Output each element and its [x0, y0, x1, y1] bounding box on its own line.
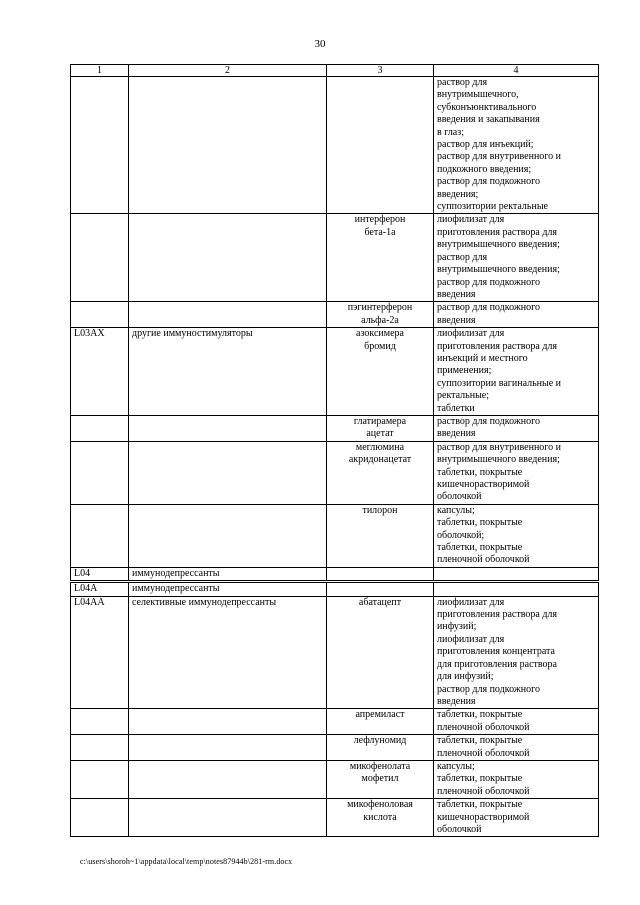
- atc-code-cell: [71, 441, 129, 504]
- table-row: [71, 582, 599, 596]
- drug-name-line: кислота: [363, 811, 397, 823]
- dosage-form-line: пленочной оболочкой: [437, 747, 530, 759]
- dosage-form-line: лиофилизат для: [437, 214, 505, 226]
- group-name-cell: [129, 77, 327, 214]
- dosage-form-cell: [434, 214, 599, 302]
- drug-name-line: азоксимера: [356, 328, 404, 340]
- dosage-form-line: введения: [437, 428, 476, 440]
- table-row: [71, 596, 599, 709]
- drug-name-cell: [327, 77, 434, 214]
- dosage-form-cell: [434, 415, 599, 441]
- drug-name-cell: [327, 567, 434, 581]
- dosage-form-line: введения: [437, 314, 476, 326]
- dosage-form-line: лиофилизат для: [437, 633, 505, 645]
- group-name-cell: [129, 504, 327, 567]
- dosage-form-line: подкожного введения;: [437, 163, 532, 175]
- dosage-form-line: введения и закапывания: [437, 114, 540, 126]
- drug-name-cell: [327, 799, 434, 837]
- drug-name-cell: [327, 328, 434, 416]
- table-row: [71, 77, 599, 214]
- column-header-1: 1: [71, 65, 129, 77]
- dosage-form-line: приготовления раствора для: [437, 226, 557, 238]
- dosage-form-cell: [434, 441, 599, 504]
- dosage-form-line: капсулы;: [437, 504, 475, 516]
- dosage-form-line: таблетки, покрытые: [437, 709, 523, 721]
- drug-name-cell: [327, 596, 434, 709]
- drug-name-line: пэгинтерферон: [347, 302, 413, 314]
- drug-name-cell: [327, 214, 434, 302]
- drug-name-line: абатацепт: [358, 596, 402, 608]
- drug-name-line: альфа-2a: [361, 314, 399, 326]
- group-name-cell: другие иммуностимуляторы: [129, 328, 327, 416]
- drug-name-line: интерферон: [354, 214, 406, 226]
- dosage-form-line: таблетки: [437, 402, 475, 414]
- dosage-form-line: внутримышечного введения;: [437, 264, 560, 276]
- drug-name-line: мофетил: [361, 773, 399, 785]
- drug-name-line: бета-1a: [364, 226, 396, 238]
- atc-code-cell: L04AA: [71, 596, 129, 709]
- drug-name-line: ацетат: [366, 428, 394, 440]
- dosage-form-line: внутримышечного введения;: [437, 239, 560, 251]
- group-name-cell: [129, 735, 327, 761]
- drug-name-line: микофенолата: [349, 760, 411, 772]
- table-row: [71, 735, 599, 761]
- column-header-3: 3: [327, 65, 434, 77]
- table-row: [71, 302, 599, 328]
- table-row: [71, 799, 599, 837]
- dosage-form-line: внутримышечного введения;: [437, 454, 560, 466]
- dosage-form-line: таблетки, покрытые: [437, 799, 523, 811]
- atc-code-cell: [71, 760, 129, 798]
- table-row: [71, 415, 599, 441]
- table-row: [71, 441, 599, 504]
- group-name-cell: [129, 441, 327, 504]
- drug-name-cell: [327, 441, 434, 504]
- dosage-form-line: таблетки, покрытые: [437, 735, 523, 747]
- drug-name-cell: [327, 302, 434, 328]
- dosage-form-line: таблетки, покрытые: [437, 517, 523, 529]
- dosage-form-line: приготовления раствора для: [437, 609, 557, 621]
- dosage-form-line: ректальные;: [437, 390, 490, 402]
- drug-name-line: лефлуномид: [353, 735, 407, 747]
- dosage-form-line: раствор для инъекций;: [437, 139, 534, 151]
- dosage-form-line: пленочной оболочкой: [437, 785, 530, 797]
- dosage-form-line: для приготовления раствора: [437, 658, 557, 670]
- table-row: [71, 567, 599, 581]
- dosage-form-line: субконъюнктивального: [437, 101, 537, 113]
- dosage-form-line: в глаз;: [437, 126, 464, 138]
- table-row: [71, 709, 599, 735]
- dosage-form-line: раствор для подкожного: [437, 415, 540, 427]
- group-name-cell: [129, 302, 327, 328]
- dosage-form-cell: [434, 735, 599, 761]
- group-name-cell: [129, 709, 327, 735]
- drug-table: [70, 64, 599, 837]
- dosage-form-line: раствор для: [437, 251, 488, 263]
- dosage-form-line: введения: [437, 288, 476, 300]
- dosage-form-line: кишечнорастворимой: [437, 811, 530, 823]
- drug-name-line: акридонацетат: [348, 454, 412, 466]
- dosage-form-line: пленочной оболочкой: [437, 721, 530, 733]
- drug-name-cell: [327, 415, 434, 441]
- dosage-form-line: приготовления концентрата: [437, 646, 555, 658]
- drug-name-line: микофеноловая: [347, 799, 413, 811]
- dosage-form-line: приготовления раствора для: [437, 340, 557, 352]
- drug-name-cell: [327, 504, 434, 567]
- group-name-cell: [129, 760, 327, 798]
- drug-name-cell: [327, 582, 434, 596]
- drug-name-line: тилорон: [362, 504, 398, 516]
- drug-name-line: глатирамера: [353, 415, 407, 427]
- group-name-cell: иммунодепрессанты: [129, 567, 327, 581]
- dosage-form-line: оболочкой: [437, 823, 482, 835]
- atc-code-cell: L04A: [71, 582, 129, 596]
- dosage-form-line: раствор для внутривенного и: [437, 441, 562, 453]
- dosage-form-line: лиофилизат для: [437, 596, 505, 608]
- dosage-form-line: таблетки, покрытые: [437, 542, 523, 554]
- dosage-form-cell: [434, 760, 599, 798]
- group-name-cell: [129, 214, 327, 302]
- drug-name-cell: [327, 760, 434, 798]
- drug-name-line: апремиласт: [355, 709, 405, 721]
- dosage-form-line: для инфузий;: [437, 671, 494, 683]
- dosage-form-line: раствор для подкожного: [437, 683, 540, 695]
- dosage-form-line: лиофилизат для: [437, 328, 505, 340]
- dosage-form-line: оболочкой;: [437, 529, 485, 541]
- dosage-form-cell: [434, 77, 599, 214]
- atc-code-cell: [71, 709, 129, 735]
- dosage-form-line: внутримышечного,: [437, 89, 519, 101]
- dosage-form-line: введения;: [437, 188, 479, 200]
- table-row: [71, 504, 599, 567]
- group-name-cell: иммунодепрессанты: [129, 582, 327, 596]
- table-header-row: [71, 65, 599, 77]
- group-name-cell: селективные иммунодепрессанты: [129, 596, 327, 709]
- drug-name-line: бромид: [364, 340, 396, 352]
- dosage-form-line: суппозитории вагинальные и: [437, 377, 562, 389]
- column-header-2: 2: [129, 65, 327, 77]
- dosage-form-cell: [434, 567, 599, 581]
- dosage-form-cell: [434, 582, 599, 596]
- drug-name-line: меглюмина: [355, 441, 405, 453]
- column-header-4: 4: [434, 65, 599, 77]
- dosage-form-line: инфузий;: [437, 621, 477, 633]
- dosage-form-line: суппозитории ректальные: [437, 201, 548, 213]
- atc-code-cell: L03AX: [71, 328, 129, 416]
- atc-code-cell: [71, 504, 129, 567]
- dosage-form-cell: [434, 302, 599, 328]
- group-name-cell: [129, 799, 327, 837]
- atc-code-cell: [71, 799, 129, 837]
- dosage-form-cell: [434, 504, 599, 567]
- table-row: [71, 760, 599, 798]
- table-row: [71, 214, 599, 302]
- page-number: 30: [314, 38, 326, 50]
- table-row: [71, 328, 599, 416]
- atc-code-cell: [71, 302, 129, 328]
- dosage-form-line: оболочкой: [437, 491, 482, 503]
- file-path-footer: c:\users\shoroh~1\appdata\local\temp\notes87944b\281-rm.docx: [80, 857, 293, 866]
- dosage-form-cell: [434, 596, 599, 709]
- table-body: [71, 77, 599, 837]
- drug-name-cell: [327, 735, 434, 761]
- atc-code-cell: [71, 214, 129, 302]
- dosage-form-line: введения: [437, 695, 476, 707]
- drug-name-cell: [327, 709, 434, 735]
- atc-code-cell: [71, 415, 129, 441]
- atc-code-cell: [71, 735, 129, 761]
- dosage-form-cell: [434, 709, 599, 735]
- dosage-form-line: таблетки, покрытые: [437, 466, 523, 478]
- dosage-form-line: кишечнорастворимой: [437, 479, 530, 490]
- atc-code-cell: [71, 77, 129, 214]
- dosage-form-line: пленочной оболочкой: [437, 554, 530, 566]
- dosage-form-line: таблетки, покрытые: [437, 773, 523, 785]
- dosage-form-line: капсулы;: [437, 760, 475, 772]
- group-name-cell: [129, 415, 327, 441]
- dosage-form-cell: [434, 328, 599, 416]
- dosage-form-line: раствор для подкожного: [437, 302, 540, 314]
- dosage-form-line: раствор для: [437, 77, 488, 88]
- dosage-form-line: раствор для внутривенного и: [437, 151, 562, 163]
- dosage-form-line: применения;: [437, 365, 492, 377]
- dosage-form-cell: [434, 799, 599, 837]
- dosage-form-line: инъекций и местного: [437, 352, 528, 364]
- dosage-form-line: раствор для подкожного: [437, 176, 540, 188]
- dosage-form-line: раствор для подкожного: [437, 276, 540, 288]
- atc-code-cell: L04: [71, 567, 129, 581]
